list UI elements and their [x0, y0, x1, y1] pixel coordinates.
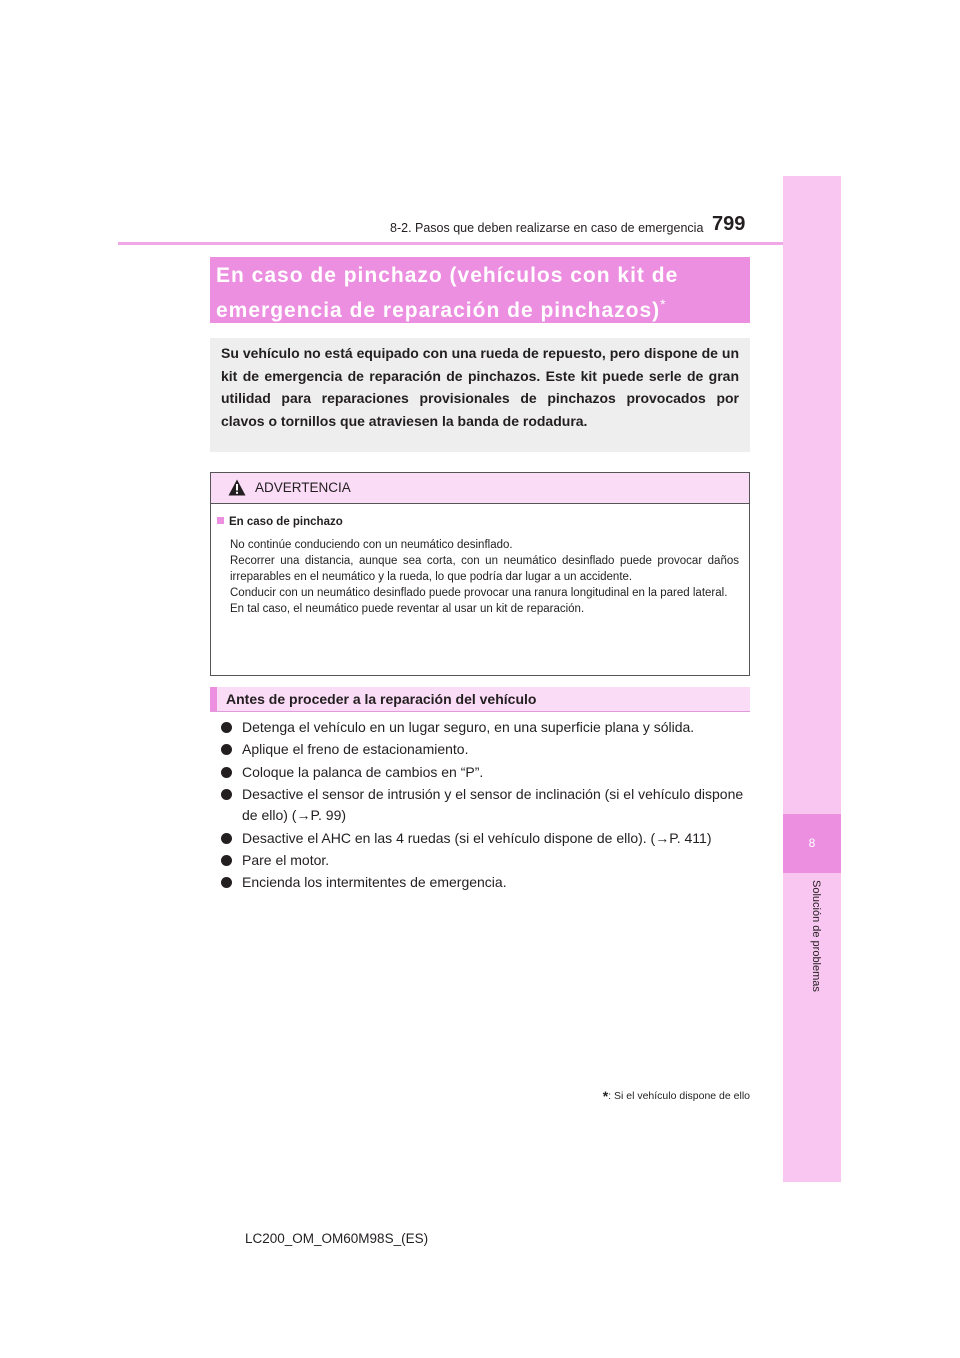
warning-body [230, 537, 739, 617]
warning-header [211, 473, 749, 504]
title-asterisk: * [660, 296, 667, 312]
warning-subtitle [217, 516, 343, 528]
chapter-number: 8 [783, 814, 841, 873]
footnote-text: : Si el vehículo dispone de ello [608, 1090, 750, 1102]
square-bullet-icon [217, 517, 224, 524]
step-text: Pare el motor. [242, 851, 330, 868]
bullet-icon [221, 767, 232, 778]
page-number: 799 [712, 213, 746, 235]
footnote [603, 1088, 750, 1104]
bullet-icon [221, 789, 232, 800]
warning-title: ADVERTENCIA [255, 480, 351, 495]
warning-line: Conducir con un neumático desinflado puede provocar una ranura longitudinal en la pared lateral. [230, 587, 728, 599]
list-item [221, 717, 747, 739]
section-title: Antes de proceder a la reparación del vehículo [226, 691, 537, 707]
intro-text: Su vehículo no está equipado con una rueda de repuesto, pero dispone de un kit de emergencia de reparación de pinchazos. Este kit puede serle de gran utilidad para reparaciones provisionales de pinchazos provocados por clavos o tornillos que atraviesen la banda de rodadura. [221, 345, 739, 429]
list-item [221, 762, 747, 784]
step-text: Coloque la palanca de cambios en “P”. [242, 763, 484, 780]
section-accent-bar [210, 687, 217, 711]
title-banner [210, 257, 750, 323]
step-text: Desactive el sensor de intrusión y el sensor de inclinación (si el vehículo dispone de ello) (→P. 99) [242, 785, 744, 824]
list-item [221, 739, 747, 761]
side-tab [783, 176, 841, 1182]
document-code: LC200_OM_OM60M98S_(ES) [245, 1231, 429, 1246]
chapter-label: Solución de problemas [810, 880, 822, 992]
header-divider [118, 242, 783, 245]
step-text: Aplique el freno de estacionamiento. [242, 741, 469, 758]
bullet-icon [221, 877, 232, 888]
list-item [221, 850, 747, 872]
section-header: 8-2. Pasos que deben realizarse en caso de emergencia [390, 221, 704, 235]
step-text: Detenga el vehículo en un lugar seguro, en una superficie plana y sólida. [242, 719, 695, 735]
bullet-icon [221, 855, 232, 866]
warning-triangle-icon [228, 479, 246, 496]
warning-box [210, 472, 750, 676]
warning-line: En tal caso, el neumático puede reventar al usar un kit de reparación. [230, 603, 585, 615]
section-heading-box [210, 687, 750, 712]
list-item [221, 828, 747, 850]
list-item [221, 872, 747, 894]
bullet-icon [221, 833, 232, 844]
step-text: Encienda los intermitentes de emergencia. [242, 874, 507, 891]
intro-box [210, 338, 750, 452]
page-title-text: En caso de pinchazo (vehículos con kit de emergencia de reparación de pinchazos) [216, 264, 679, 322]
steps-list [221, 717, 747, 895]
page-title [216, 261, 746, 325]
bullet-icon [221, 744, 232, 755]
warning-line: No continúe conduciendo con un neumático desinflado. [230, 539, 513, 551]
bullet-icon [221, 722, 232, 733]
footnote-asterisk: * [602, 1088, 609, 1104]
warning-line: Recorrer una distancia, aunque sea corta, con un neumático desinflado puede provocar daños irreparables en el neumático y la rueda, lo que podría dar lugar a un accidente. [230, 555, 739, 583]
list-item [221, 784, 747, 827]
step-text: Desactive el AHC en las 4 ruedas (si el vehículo dispone de ello). (→P. 411) [242, 829, 712, 846]
warning-subtitle-text: En caso de pinchazo [229, 516, 343, 528]
